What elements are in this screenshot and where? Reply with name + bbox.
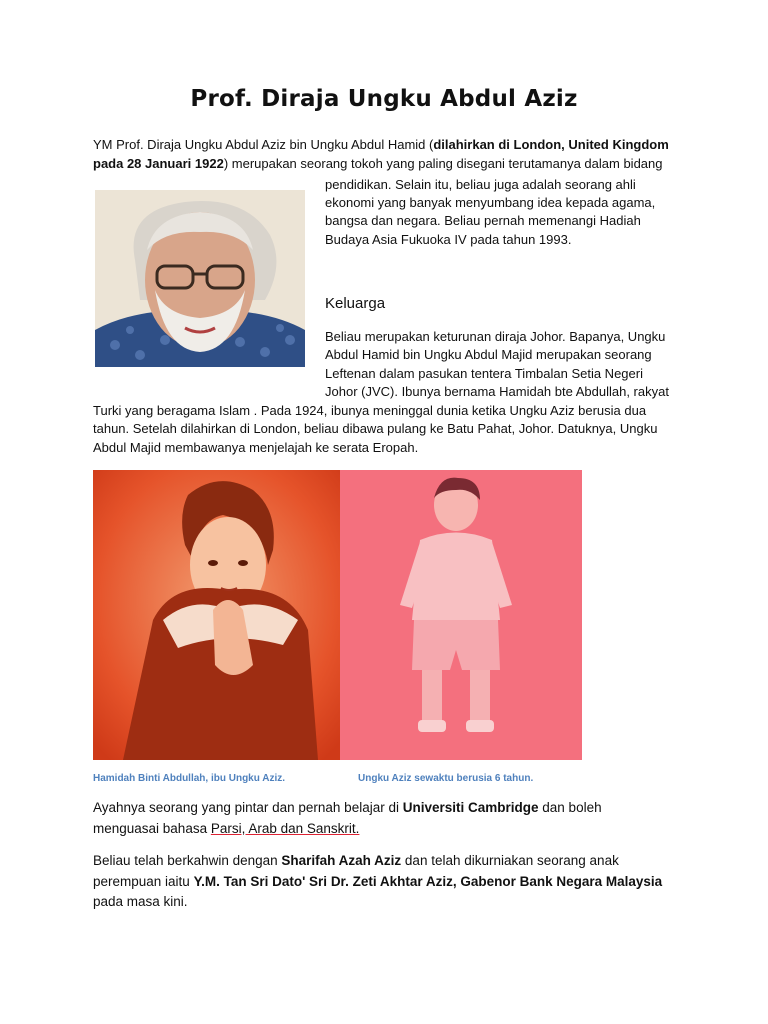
- spouse-name: Sharifah Azah Aziz: [281, 853, 402, 868]
- languages-text: Parsi, Arab dan Sanskrit.: [210, 820, 360, 836]
- section-heading-keluarga: Keluarga: [325, 295, 386, 312]
- mother-photo: [93, 470, 340, 760]
- intro-text: ) merupakan seorang tokoh yang paling disegani terutamanya dalam bidang: [223, 156, 663, 171]
- marriage-text: perempuan iaitu: [93, 873, 194, 889]
- marriage-text: dan telah dikurniakan seorang anak: [401, 853, 619, 868]
- intro-line-4: ekonomi yang banyak menyumbang idea kepada agama,: [325, 195, 656, 210]
- marriage-text: Beliau telah berkahwin dengan: [93, 853, 282, 868]
- child-photo: [340, 470, 582, 760]
- daughter-name: Y.M. Tan Sri Dato' Sri Dr. Zeti Akhtar Aziz, Gabenor Bank Negara Malaysia: [193, 873, 663, 889]
- father-text: dan boleh: [538, 800, 602, 815]
- intro-line-3: pendidikan. Selain itu, beliau juga adalah seorang ahli: [325, 177, 636, 192]
- page-title: Prof. Diraja Ungku Abdul Aziz: [190, 86, 578, 112]
- family-line-6: tahun. Setelah dilahirkan di London, beliau dibawa pulang ke Batu Pahat, Johor. Datuknya, Ungku: [93, 421, 658, 436]
- family-line-2: Abdul Hamid bin Ungku Abdul Majid merupakan seorang: [325, 347, 652, 362]
- caption-mother: Hamidah Binti Abdullah, ibu Ungku Aziz.: [93, 773, 286, 784]
- intro-line-1: [93, 136, 693, 155]
- caption-child: Ungku Aziz sewaktu berusia 6 tahun.: [358, 773, 534, 784]
- marriage-text: pada masa kini.: [93, 894, 188, 909]
- father-text: Ayahnya seorang yang pintar dan pernah belajar di: [93, 800, 403, 815]
- family-line-3: Leftenan dalam pasukan tentera Timbalan Setia Negeri: [325, 366, 643, 381]
- intro-text: YM Prof. Diraja Ungku Abdul Aziz bin Ungku Abdul Hamid (: [93, 137, 434, 152]
- father-text: menguasai bahasa: [93, 820, 211, 836]
- family-line-4: Johor (JVC). Ibunya bernama Hamidah bte Abdullah, rakyat: [325, 384, 669, 399]
- family-line-7: Abdul Majid membawanya menjelajah ke serata Eropah.: [93, 440, 419, 455]
- father-paragraph: [93, 798, 693, 839]
- intro-line-2: [93, 155, 693, 174]
- intro-line-5: bangsa dan negara. Beliau pernah memenangi Hadiah: [325, 213, 641, 228]
- family-line-1: Beliau merupakan keturunan diraja Johor. Bapanya, Ungku: [325, 329, 666, 344]
- intro-line-6: Budaya Asia Fukuoka IV pada tahun 1993.: [325, 232, 572, 247]
- marriage-paragraph: [93, 851, 693, 913]
- intro-birthplace: dilahirkan di London, United Kingdom: [433, 137, 669, 152]
- portrait-photo: [95, 190, 305, 367]
- intro-birthdate: pada 28 Januari 1922: [93, 156, 224, 171]
- family-line-5: Turki yang beragama Islam . Pada 1924, ibunya meninggal dunia ketika Ungku Aziz berusia dua: [93, 403, 647, 418]
- university-name: Universiti Cambridge: [402, 800, 539, 815]
